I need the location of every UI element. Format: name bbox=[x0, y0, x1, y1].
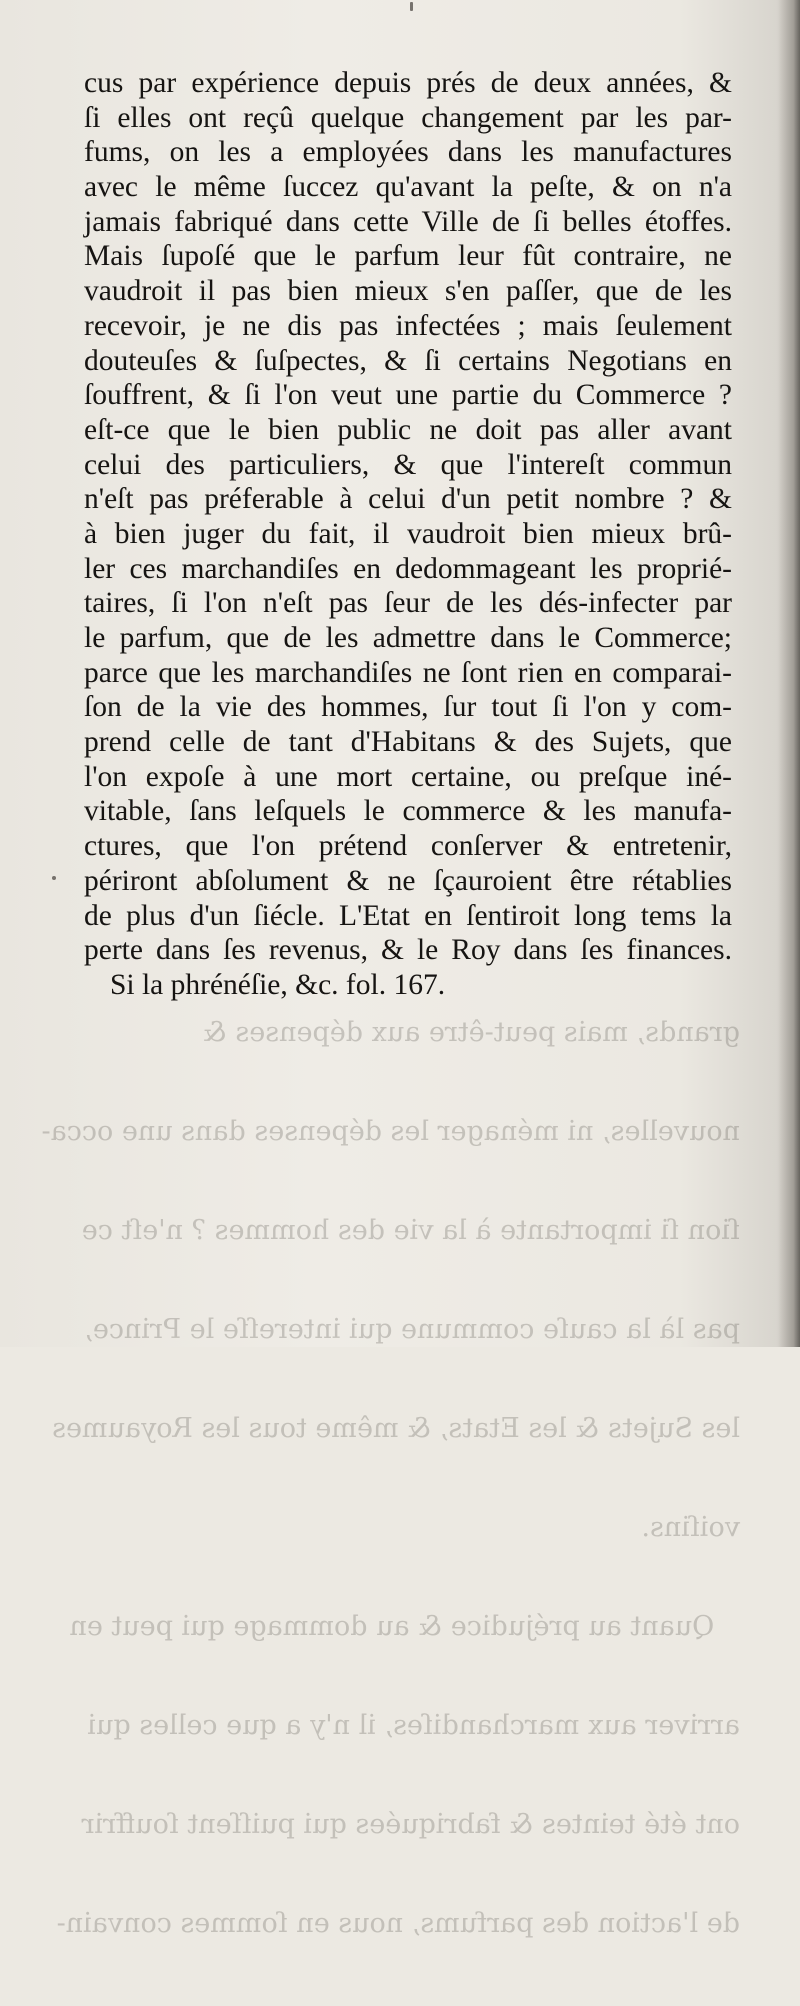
text-line: parce que les marchandiſes ne ſont rien en comparai- bbox=[84, 656, 732, 689]
text-line: à bien juger du fait, il vaudroit bien mieux brû- bbox=[84, 517, 732, 550]
text-line: le parfum, que de les admettre dans le Commerce; bbox=[84, 622, 732, 654]
text-line: fums, on les a employées dans les manufactures bbox=[84, 136, 732, 169]
text-line: Mais ſupoſé que le parfum leur fût contraire, ne bbox=[84, 240, 732, 273]
text-line: perte dans ſes revenus, & le Roy dans ſes finances. bbox=[84, 934, 732, 967]
text-line: recevoir, je ne dis pas infectées ; mais ſeulement bbox=[84, 309, 732, 342]
text-line: ſon de la vie des hommes, ſur tout ſi l'on y com- bbox=[84, 691, 732, 724]
text-line: de plus d'un ſiécle. L'Etat en ſentiroit long tems la bbox=[84, 899, 732, 932]
text-line: vaudroit il pas bien mieux s'en paſſer, que de les bbox=[84, 275, 732, 308]
body-text bbox=[84, 66, 732, 1003]
text-line: eſt-ce que le bien public ne doit pas aller avant bbox=[84, 413, 732, 446]
text-line: cus par expérience depuis prés de deux années, & bbox=[84, 67, 732, 99]
text-line: ſi elles ont reçû quelque changement par les par- bbox=[84, 101, 732, 134]
ink-speck bbox=[52, 876, 56, 880]
text-line: jamais fabriqué dans cette Ville de ſi belles étoffes. bbox=[84, 205, 732, 238]
page-edge-shadow bbox=[778, 0, 800, 1347]
text-line: ſouffrent, & ſi l'on veut une partie du Commerce ? bbox=[84, 379, 732, 412]
text-line: avec le même ſuccez qu'avant la peſte, & on n'a bbox=[84, 171, 732, 204]
bleed-through-text: grands, mais peut-être aux dépenses & nouvelles, ni ménager les dépenses dans une occa- ſion ſi importante à la vie des hommes ? n'eſt ce pas là la cauſe commune qui intereſſe le Prince, les Sujets & les Etats, & même tous les Royaumes voiſins. Quant au préjudice & au dommage qui peut en arriver aux marchandiſes, il n'y a que celles qui ont été teintes & fabriquées qui puiſſent ſouffrir de l'action des parfums, nous en ſommes convain- bbox=[41, 1017, 740, 1939]
text-line: douteuſes & ſuſpectes, & ſi certains Negotians en bbox=[84, 344, 732, 377]
text-line: vitable, ſans leſquels le commerce & les manufa- bbox=[84, 795, 732, 828]
ink-speck bbox=[410, 2, 413, 11]
text-line: périront abſolument & ne ſçauroient être rétablies bbox=[84, 864, 732, 897]
text-line: ctures, que l'on prétend conſerver & entretenir, bbox=[84, 830, 732, 863]
text-line: prend celle de tant d'Habitans & des Sujets, que bbox=[84, 726, 732, 759]
text-line: ler ces marchandiſes en dedommageant les proprié- bbox=[84, 552, 732, 585]
final-line: Si la phrénéſie, &c. fol. 167. bbox=[110, 968, 446, 1001]
text-line: taires, ſi l'on n'eſt pas ſeur de les dés-infecter par bbox=[84, 587, 732, 620]
text-line: l'on expoſe à une mort certaine, ou preſque iné- bbox=[84, 760, 732, 793]
text-line: n'eſt pas préferable à celui d'un petit nombre ? & bbox=[84, 483, 732, 516]
text-line: celui des particuliers, & que l'intereſt commun bbox=[84, 448, 732, 481]
